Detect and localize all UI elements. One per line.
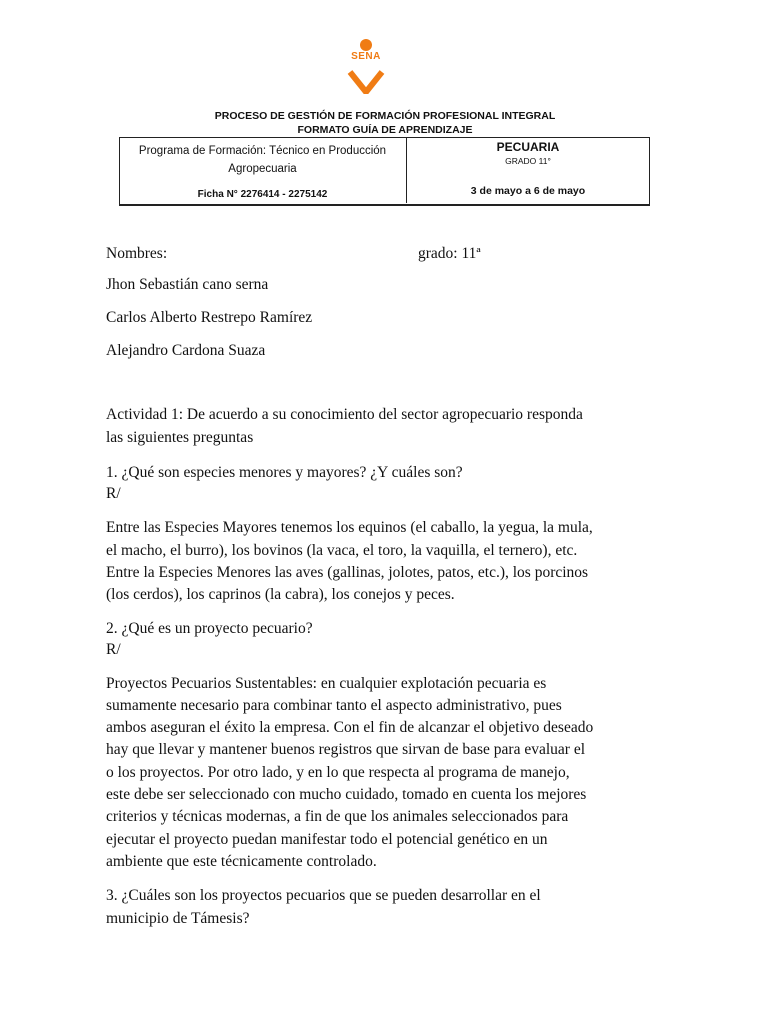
subject-title: PECUARIA xyxy=(496,140,560,154)
date-range: 3 de mayo a 6 de mayo xyxy=(470,185,586,197)
answer-1-line: el macho, el burro), los bovinos (la vaca, el toro, la vaquilla, el ternero), etc. xyxy=(106,542,578,559)
header-table-bottom xyxy=(119,204,650,206)
activity-intro-line-1: Actividad 1: De acuerdo a su conocimiento del sector agropecuario responda xyxy=(106,406,583,423)
sena-logo-icon xyxy=(336,38,396,94)
logo-text: SENA xyxy=(351,51,381,62)
answer-1-line: Entre la Especies Menores las aves (gallinas, jolotes, patos, etc.), los porcinos xyxy=(106,564,589,581)
grade-label: grado: 11ª xyxy=(418,245,481,262)
grade-header: GRADO 11° xyxy=(505,156,551,166)
format-title: FORMATO GUÍA DE APRENDIZAJE xyxy=(297,124,473,136)
answer-2-line: este debe ser seleccionado con mucho cuidado, tomado en cuenta los mejores xyxy=(106,786,587,803)
answer-1-line: (los cerdos), los caprinos (la cabra), los conejos y peces. xyxy=(106,586,455,603)
question-2: 2. ¿Qué es un proyecto pecuario? xyxy=(106,620,313,637)
answer-2-line: ambiente que este técnicamente controlado. xyxy=(106,853,377,870)
answer-2-line: ambos aseguran el éxito la empresa. Con el fin de alcanzar el objetivo deseado xyxy=(106,719,594,736)
header-table-divider xyxy=(406,137,407,203)
question-1: 1. ¿Qué son especies menores y mayores? ¿Y cuáles son? xyxy=(106,464,463,481)
answer-1-marker: R/ xyxy=(106,485,121,502)
question-3-line-1: 3. ¿Cuáles son los proyectos pecuarios que se pueden desarrollar en el xyxy=(106,887,541,904)
student-name: Jhon Sebastián cano serna xyxy=(106,276,269,293)
answer-2-line: hay que llevar y mantener buenos registros que sirvan de base para evaluar el xyxy=(106,741,586,758)
answer-2-line: o los proyectos. Por otro lado, y en lo que respecta al programa de manejo, xyxy=(106,764,570,781)
question-3-line-2: municipio de Támesis? xyxy=(106,910,250,927)
names-label: Nombres: xyxy=(106,245,168,262)
answer-2-line: sumamente necesario para combinar tanto el aspecto administrativo, pues xyxy=(106,697,562,714)
answer-2-line: ejecutar el proyecto puedan manifestar todo el potencial genético en un xyxy=(106,831,548,848)
activity-intro-line-2: las siguientes preguntas xyxy=(106,429,254,446)
answer-1-line: Entre las Especies Mayores tenemos los equinos (el caballo, la yegua, la mula, xyxy=(106,519,593,536)
student-name: Alejandro Cardona Suaza xyxy=(106,342,266,359)
program-name xyxy=(125,142,400,178)
ficha-number: Ficha N° 2276414 - 2275142 xyxy=(197,189,328,200)
answer-2-line: Proyectos Pecuarios Sustentables: en cualquier explotación pecuaria es xyxy=(106,675,547,692)
answer-2-marker: R/ xyxy=(106,641,121,658)
student-name: Carlos Alberto Restrepo Ramírez xyxy=(106,309,313,326)
answer-2-line: criterios y técnicas modernas, a fin de que los animales seleccionados para xyxy=(106,808,569,825)
process-title: PROCESO DE GESTIÓN DE FORMACIÓN PROFESIONAL INTEGRAL xyxy=(214,110,556,122)
program-line-1: Programa de Formación: Técnico en Producción xyxy=(138,145,387,157)
program-line-2: Agropecuaria xyxy=(228,163,297,175)
